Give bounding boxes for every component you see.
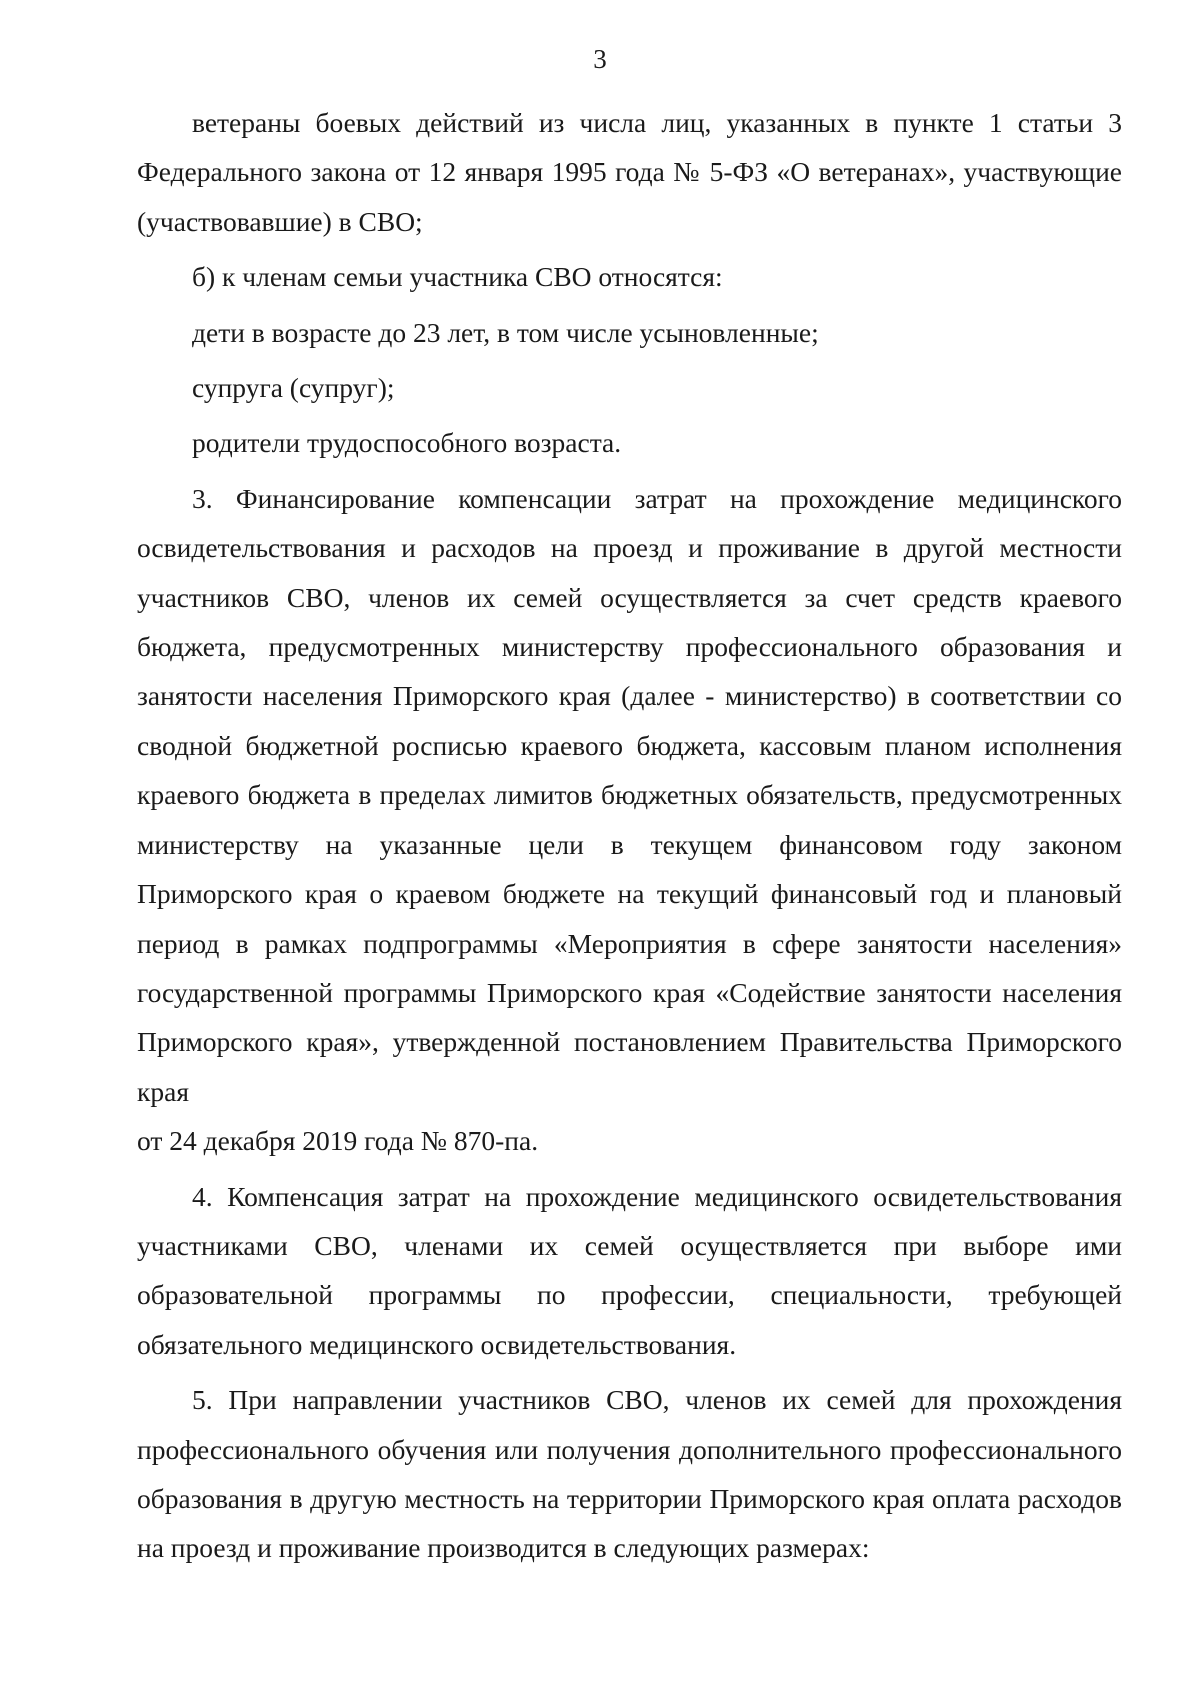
paragraph-item-3-decree-date: от 24 декабря 2019 года № 870-па. xyxy=(137,1125,539,1157)
paragraph-children: дети в возрасте до 23 лет, в том числе усыновленные; xyxy=(192,316,819,348)
paragraph-veterans: ветераны боевых действий из числа лиц, указанных в пункте 1 статьи 3 Федерального закона от 12 января 1995 года № 5-ФЗ «О ветеранах», участвующие (участвовавшие) в СВО; xyxy=(137,107,1122,237)
paragraph-item-3-financing: 3. Финансирование компенсации затрат на прохождение медицинского освидетельствования и расходов на проезд и проживание в другой местности участников СВО, членов их семей осуществляется за счет средств краевого бюджета, предусмотренных министерству профессионального образования и занятости населения Приморского края (далее - министерство) в соответствии со сводной бюджетной росписью краевого бюджета, кассовым планом исполнения краевого бюджета в пределах лимитов бюджетных обязательств, предусмотренных министерству на указанные цели в текущем финансовом году законом Приморского края о краевом бюджете на текущий финансовый год и плановый период в рамках подпрограммы «Мероприятия в сфере занятости населения» государственной программы Приморского края «Содействие занятости населения Приморского края», утвержденной постановлением Правительства Приморского края xyxy=(137,482,1122,1107)
paragraph-item-5-travel: 5. При направлении участников СВО, членов их семей для прохождения профессионального обучения или получения дополнительного профессионального образования в другую местность на территории Приморского края оплата расходов на проезд и проживание производится в следующих размерах: xyxy=(137,1384,1122,1564)
paragraph-family-members-heading: б) к членам семьи участника СВО относятся: xyxy=(192,261,723,293)
paragraph-spouse: супруга (супруг); xyxy=(192,372,395,404)
paragraph-item-4-compensation: 4. Компенсация затрат на прохождение медицинского освидетельствования участниками СВО, членами их семей осуществляется при выборе ими образовательной программы по профессии, специальности, требующей обязательного медицинского освидетельствования. xyxy=(137,1180,1122,1360)
page-number: 3 xyxy=(593,44,607,74)
paragraph-parents: родители трудоспособного возраста. xyxy=(192,427,622,459)
document-body xyxy=(137,98,1122,1573)
